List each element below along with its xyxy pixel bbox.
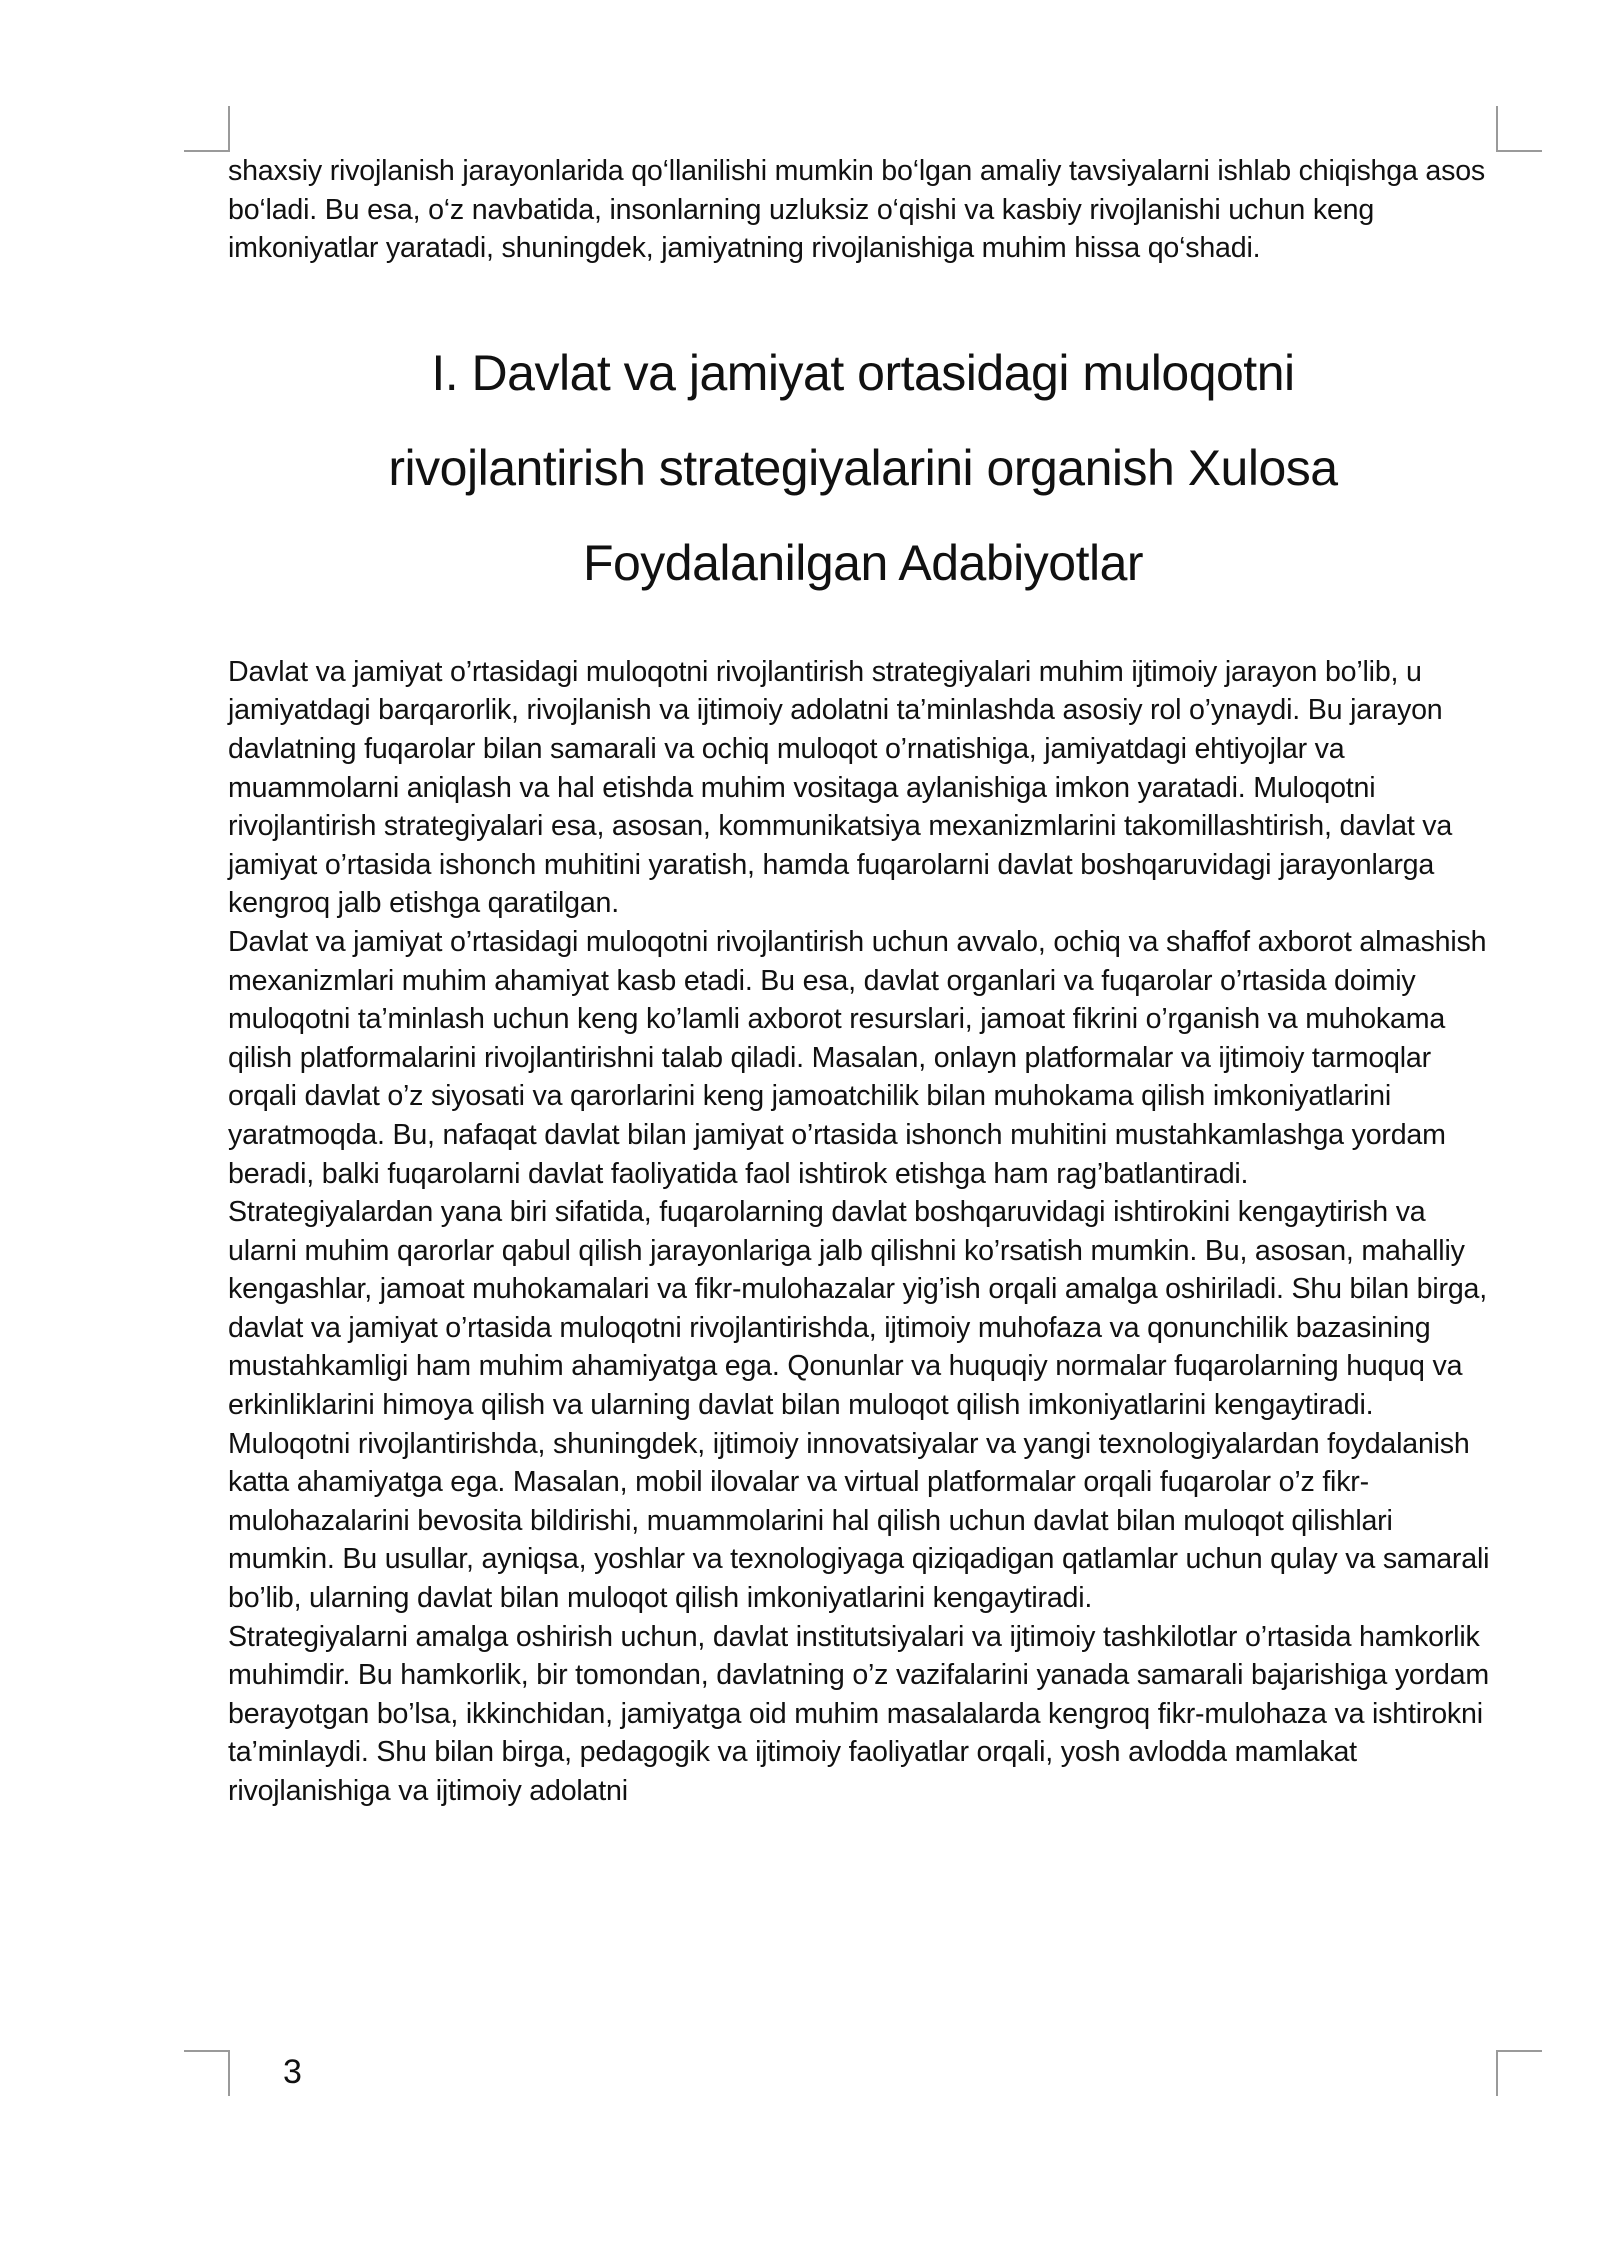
section-heading-line-2: rivojlantirish strategiyalarini organish Xulosa [388, 439, 1338, 496]
section-heading-line-1: I. Davlat va jamiyat ortasidagi muloqotni [431, 344, 1295, 401]
page-number: 3 [283, 2053, 302, 2091]
intro-paragraph: shaxsiy rivojlanish jarayonlarida qo‘llanilishi mumkin bo‘lgan amaliy tavsiyalarni ishlab chiqishga asos bo‘ladi. Bu esa, o‘z navbatida, insonlarning uzluksiz o‘qishi va kasbiy rivojlanishi uchun keng imkoniyatlar yaratadi, shuningdek, jamiyatning rivojlanishiga muhim hissa qo‘shadi. [228, 155, 1485, 265]
body-paragraph-2: Davlat va jamiyat o’rtasidagi muloqotni rivojlantirish uchun avvalo, ochiq va shaffof axborot almashish mexanizmlari muhim ahamiyat kasb etadi. Bu esa, davlat organlari va fuqarolar o’rtasida doimiy muloqotni ta’minlash uchun keng ko’lamli axborot resurslari, jamoat fikrini o’rganish va muhokama qilish platformalarini rivojlantirishni talab qiladi. Masalan, onlayn platformalar va ijtimoiy tarmoqlar orqali davlat o’z siyosati va qarorlarini keng jamoatchilik bilan muhokama qilish imkoniyatlarini yaratmoqda. Bu, nafaqat davlat bilan jamiyat o’rtasida ishonch muhitini mustahkamlashga yordam beradi, balki fuqarolarni davlat faoliyatida faol ishtirok etishga ham rag’batlantiradi. [228, 925, 1487, 1190]
section-heading-line-3: Foydalanilgan Adabiyotlar [582, 534, 1144, 591]
section-heading [228, 326, 1498, 611]
crop-mark-bottom-right [1496, 2050, 1542, 2096]
crop-mark-top-left [184, 106, 230, 152]
body-paragraph-3: Strategiyalardan yana biri sifatida, fuqarolarning davlat boshqaruvidagi ishtirokini kengaytirish va ularni muhim qarorlar qabul qilish jarayonlariga jalb qilishni ko’rsatish mumkin. Bu, asosan, mahalliy kengashlar, jamoat muhokamalari va fikr-mulohazalar yig’ish orqali amalga oshiriladi. Shu bilan birga, davlat va jamiyat o’rtasida muloqotni rivojlantirishda, ijtimoiy muhofaza va qonunchilik bazasining mustahkamligi ham muhim ahamiyatga ega. Qonunlar va huquqiy normalar fuqarolarning huquq va erkinliklarini himoya qilish va ularning davlat bilan muloqot qilish imkoniyatlarini kengaytiradi. [228, 1196, 1488, 1422]
body-paragraph-1: Davlat va jamiyat o’rtasidagi muloqotni rivojlantirish strategiyalari muhim ijtimoiy jarayon bo’lib, u jamiyatdagi barqarorlik, rivojlanish va ijtimoiy adolatni ta’minlashda asosiy rol o’ynaydi. Bu jarayon davlatning fuqarolar bilan samarali va ochiq muloqot o’rnatishiga, jamiyatdagi ehtiyojlar va muammolarni aniqlash va hal etishda muhim vositaga aylanishiga imkon yaratadi. Muloqotni rivojlantirish strategiyalari esa, asosan, kommunikatsiya mexanizmlarini takomillashtirish, davlat va jamiyat o’rtasida ishonch muhitini yaratish, hamda fuqarolarni davlat boshqaruvidagi jarayonlarga kengroq jalb etishga qaratilgan. [228, 655, 1453, 920]
crop-mark-top-right [1496, 106, 1542, 152]
crop-mark-bottom-left [184, 2050, 230, 2096]
body-paragraph-4: Muloqotni rivojlantirishda, shuningdek, ijtimoiy innovatsiyalar va yangi texnologiyalardan foydalanish katta ahamiyatga ega. Masalan, mobil ilovalar va virtual platformalar orqali fuqarolar o’z fikr-mulohazalarini bevosita bildirishi, muammolarini hal qilish uchun davlat bilan muloqot qilishlari mumkin. Bu usullar, ayniqsa, yoshlar va texnologiyaga qiziqadigan qatlamlar uchun qulay va samarali bo’lib, ularning davlat bilan muloqot qilish imkoniyatlarini kengaytiradi. [228, 1427, 1490, 1615]
document-page [228, 152, 1498, 1811]
body-paragraph-5: Strategiyalarni amalga oshirish uchun, davlat institutsiyalari va ijtimoiy tashkilotlar o’rtasida hamkorlik muhimdir. Bu hamkorlik, bir tomondan, davlatning o’z vazifalarini yanada samarali bajarishiga yordam berayotgan bo’lsa, ikkinchidan, jamiyatga oid muhim masalalarda kengroq fikr-mulohaza va ishtirokni ta’minlaydi. Shu bilan birga, pedagogik va ijtimoiy faoliyatlar orqali, yosh avlodda mamlakat rivojlanishiga va ijtimoiy adolatni [228, 1620, 1489, 1807]
